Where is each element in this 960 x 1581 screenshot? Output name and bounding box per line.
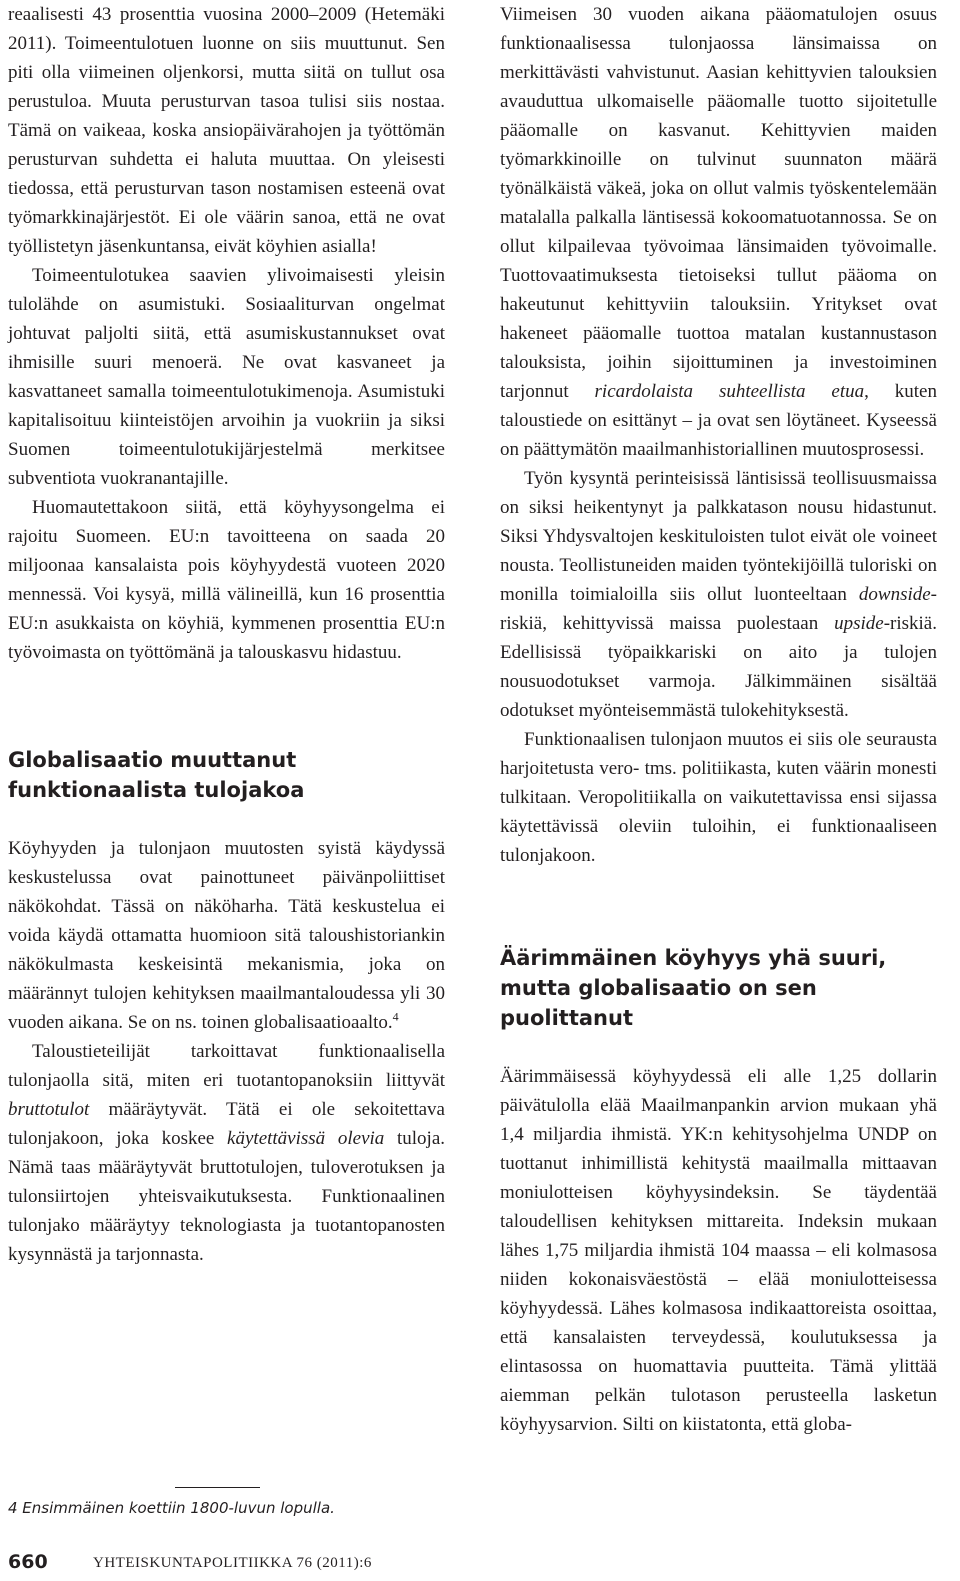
section-heading: Globalisaatio muuttanut funktionaalista tulojakoa <box>8 748 305 802</box>
paragraph: Köyhyyden ja tulonjaon muutosten syistä käydyssä keskustelussa ovat painottuneet päivänpoliittiset näkökohdat. Tässä on näköharha. Tätä keskustelua ei voida käydä ottamatta huomioon sitä taloushistoriankin näkökulmasta keskeisintä mekanismia, joka on määrännyt tulojen kehityksen maailmantaloudessa yli 30 vuoden aikana. Se on ns. toinen globalisaatioaalto.$^4$ <box>8 838 445 1033</box>
paragraph: Toimeentulotukea saavien ylivoimaisesti yleisin tulolähde on asumistuki. Sosiaaliturvan ongelmat johtuvat paljolti siitä, että asumiskustannukset ovat ihmisille suuri menoerä. Ne ovat kasvaneet ja kasvattaneet samalla toimeentulotukimenoja. Asumistuki kapitalisoituu kiinteistöjen arvoihin ja vuokriin ja siksi Suomen toimeentulotukijärjestelmä merkitsee subventiota vuokranantajille. <box>8 265 445 489</box>
paragraph: reaalisesti 43 prosenttia vuosina 2000–2009 (Hetemäki 2011). Toimeentulotuen luonne on siis muuttunut. Sen piti olla viimeinen oljenkorsi, mutta siitä on tullut osa perustuloa. Muuta perusturvan tasoa tulisi siis nostaa. Tämä on vaikeaa, koska ansiopäivärahojen ja työttömän perusturvan suhdetta ei haluta muuttaa. On yleisesti tiedossa, että perusturvan tason nostamisen esteenä ovat työmarkkinajärjestöt. Ei ole väärin sanoa, että ne ovat työllistetyn jäsenkuntansa, eivät köyhien asialla! <box>8 4 445 257</box>
footnote-reference: 4 <box>392 1009 399 1024</box>
footnote: 4 Ensimmäinen koettiin 1800-luvun lopulla. <box>8 1499 335 1517</box>
paragraph: Huomautettakoon siitä, että köyhyysongelma ei rajoitu Suomeen. EU:n tavoitteena on saada 20 miljoonaa kansalaista pois köyhyydestä vuoteen 2020 mennessä. Voi kysyä, millä välineillä, kun 16 prosenttia EU:n asukkaista on köyhiä, kymmenen prosenttia EU:n työvoimasta on työttömänä ja talouskasvu hidastuu. <box>8 497 445 663</box>
left-column <box>8 0 445 1269</box>
section-heading: Äärimmäinen köyhyys yhä suuri, mutta globalisaatio on sen puolittanut <box>500 946 887 1030</box>
paragraph: Äärimmäisessä köyhyydessä eli alle 1,25 dollarin päivätulolla elää Maailmanpankin arvion mukaan yhä 1,4 miljardia ihmistä. YK:n kehitysohjelma UNDP on tuottanut inhimillistä kehitystä maailmalla mittaavan moniulotteisen köyhyysindeksin. Se täydentää taloudellisen kehityksen mittareita. Indeksin mukaan lähes 1,75 miljardia ihmistä 104 maassa – eli kolmasosa niiden kokonaisväestöstä – elää moniulotteisessa köyhyydessä. Lähes kolmasosa indikaattoreista osoittaa, että kansalaisten terveydessä, koulutuksessa ja elintasossa on huomattavia puutteita. Tämä ylittää aiemman pelkän tulotason perusteella lasketun köyhyysarvion. Silti on kiistatonta, että globa- <box>500 1066 937 1435</box>
right-column <box>500 0 937 1439</box>
running-title: YHTEISKUNTAPOLITIIKKA 76 (2011):6 <box>93 1555 372 1571</box>
paragraph: Viimeisen 30 vuoden aikana pääomatulojen osuus funktionaalisessa tulonjaossa länsimaissa on merkittävästi vahvistunut. Aasian kehittyvien talouksien avauduttua ulkomaiselle pääomalle tuotto sijoitetulle pääomalle on kasvanut. Kehittyvien maiden työmarkkinoille on tulvinut suunnaton määrä työnälkäistä väkeä, joka on ollut valmis työskentelemään matalalla palkalla läntisessä kokoomatuotannossa. Se on ollut kilpailevaa työvoimaa länsimaiden työvoimalle. Tuottovaatimuksesta tietoiseksi tullut pääoma on hakeutunut kehittyviin talouksiin. Yritykset ovat hakeneet pääomalle tuottoa matalan kustannustason talouksista, joihin sijoittuminen ja investoiminen tarjonnut ricardolaista suhteellista etua, kuten taloustiede on esittänyt – ja ovat sen löytäneet. Kyseessä on päättymätön maailmanhistoriallinen muutosprosessi. <box>500 4 937 460</box>
paragraph: Funktionaalisen tulonjaon muutos ei siis ole seurausta harjoitetusta vero- tms. politiikasta, kuten väärin monesti tulkitaan. Veropolitiikalla on vaikutettavissa ensi sijassa käytettävissä oleviin tuloihin, ei funktionaaliseen tulonjakoon. <box>500 729 937 866</box>
page-number: 660 <box>8 1551 48 1573</box>
paragraph: Taloustieteilijät tarkoittavat funktionaalisella tulonjaolla sitä, miten eri tuotantopanoksiin liittyvät bruttotulot määräytyvät. Tätä ei ole sekoitettava tulonjakoon, joka koskee käytettävissä olevia tuloja. Nämä taas määräytyvät bruttotulojen, tuloverotuksen ja tulonsiirtojen yhteisvaikutuksesta. Funktionaalinen tulonjako määräytyy teknologiasta ja tuotantopanosten kysynnästä ja tarjonnasta. <box>8 1041 445 1265</box>
footnote-divider <box>175 1487 260 1488</box>
paragraph: Työn kysyntä perinteisissä läntisissä teollisuusmaissa on siksi heikentynyt ja palkkatason nousu hidastunut. Siksi Yhdysvaltojen keskituloisten tulot eivät ole voineet nousta. Teollistuneiden maiden työntekijöillä tuloriski on monilla toimialoilla siis ollut luonteeltaan downside-riskiä, kehittyvissä maissa puolestaan upside-riskiä. Edellisissä työpaikkariski on aito ja tulojen nousuodotukset varmoja. Jälkimmäinen sisältää odotukset myönteisemmästä tulokehityksestä. <box>500 468 937 721</box>
